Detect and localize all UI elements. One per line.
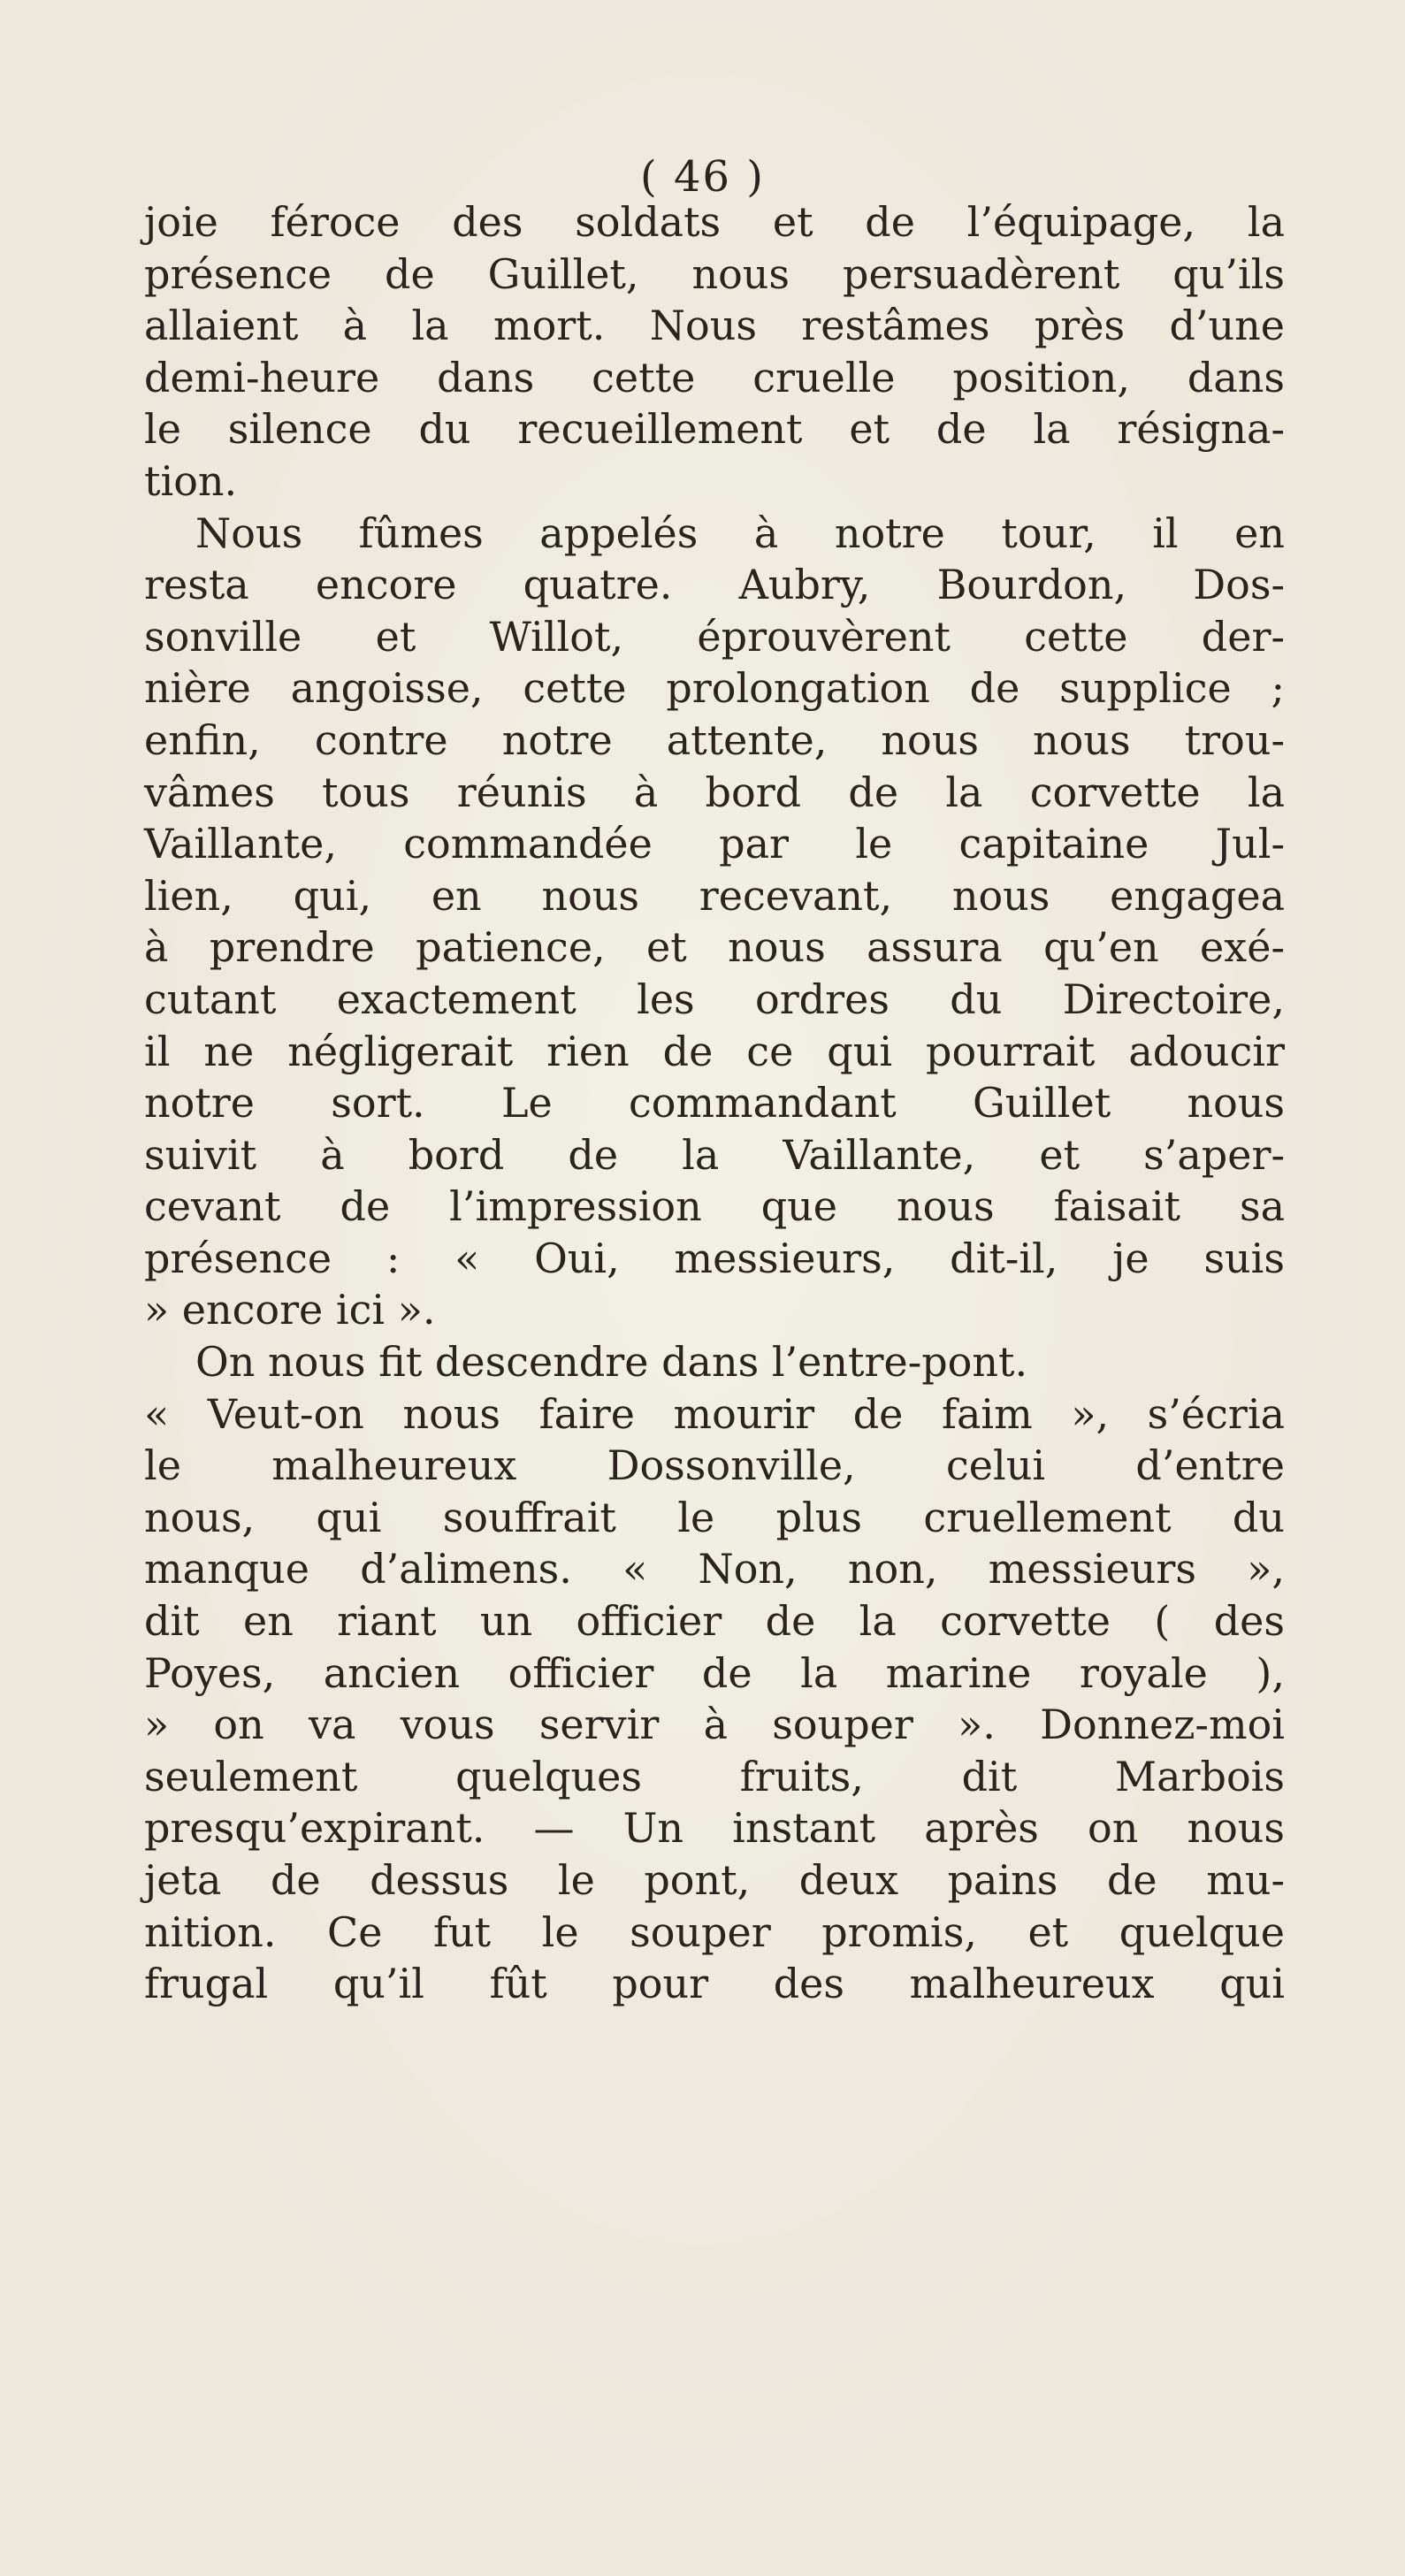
page-number: ( 46 )	[639, 152, 766, 202]
text-line: Poyes, ancien officier de la marine royale ),	[144, 1648, 1285, 1697]
text-line: suivit à bord de la Vaillante, et s’aper-	[144, 1130, 1285, 1179]
text-line: le malheureux Dossonville, celui d’entre	[144, 1441, 1285, 1490]
text-line: le silence du recueillement et de la résigna-	[144, 405, 1285, 454]
text-line: dit en riant un officier de la corvette ( des	[144, 1597, 1285, 1646]
text-line: On nous fit descendre dans l’entre-pont.	[195, 1338, 1028, 1387]
text-line: Nous fûmes appelés à notre tour, il en	[195, 508, 1285, 557]
text-line: Vaillante, commandée par le capitaine Jul-	[144, 820, 1285, 868]
text-line: à prendre patience, et nous assura qu’en exé-	[144, 923, 1285, 972]
text-line: manque d’alimens. « Non, non, messieurs »,	[144, 1545, 1285, 1594]
text-line: nière angoisse, cette prolongation de supplice ;	[144, 664, 1285, 713]
text-line: cevant de l’impression que nous faisait sa	[144, 1182, 1285, 1231]
text-line: resta encore quatre. Aubry, Bourdon, Dos-	[144, 561, 1285, 609]
text-line: présence : « Oui, messieurs, dit-il, je suis	[144, 1234, 1285, 1282]
text-line: sonville et Willot, éprouvèrent cette der-	[144, 612, 1285, 661]
text-line: il ne négligerait rien de ce qui pourrait adoucir	[144, 1027, 1285, 1075]
text-line: allaient à la mort. Nous restâmes près d’une	[144, 302, 1285, 350]
text-line: présence de Guillet, nous persuadèrent qu’ils	[144, 249, 1285, 298]
text-line: lien, qui, en nous recevant, nous engagea	[144, 871, 1285, 920]
text-line: nous, qui souffrait le plus cruellement du	[144, 1493, 1285, 1541]
text-line: presqu’expirant. — Un instant après on nous	[144, 1804, 1285, 1853]
text-line: cutant exactement les ordres du Directoire,	[144, 975, 1285, 1023]
text-line: enfin, contre notre attente, nous nous trou-	[144, 715, 1285, 764]
text-line: jeta de dessus le pont, deux pains de mu-	[144, 1856, 1285, 1904]
text-line: notre sort. Le commandant Guillet nous	[144, 1079, 1285, 1127]
text-line: nition. Ce fut le souper promis, et quelque	[144, 1907, 1285, 1956]
text-line: » encore ici ».	[144, 1286, 436, 1334]
text-line: vâmes tous réunis à bord de la corvette la	[144, 768, 1285, 816]
body-text	[144, 196, 1285, 2010]
text-line: « Veut-on nous faire mourir de faim », s’écria	[144, 1389, 1285, 1438]
text-line: joie féroce des soldats et de l’équipage, la	[144, 198, 1285, 246]
text-line: frugal qu’il fût pour des malheureux qui	[144, 1960, 1285, 2008]
text-line: seulement quelques fruits, dit Marbois	[144, 1752, 1285, 1800]
text-line: tion.	[144, 456, 238, 505]
text-line: demi-heure dans cette cruelle position, dans	[144, 353, 1285, 401]
text-line: » on va vous servir à souper ». Donnez-moi	[144, 1701, 1285, 1749]
